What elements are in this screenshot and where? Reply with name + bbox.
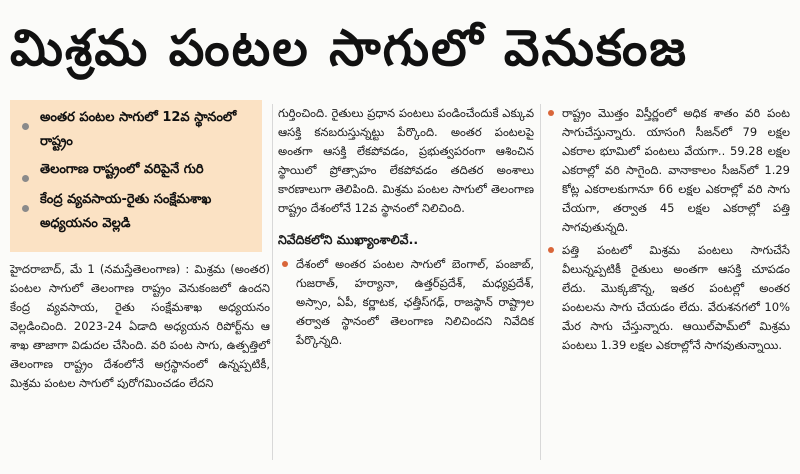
- column-1: [10, 260, 270, 393]
- bullet-icon: [282, 261, 288, 267]
- bullet-icon: [548, 110, 554, 116]
- column-divider: [540, 104, 541, 460]
- headline: మిశ్రమ పంటల సాగులో వెనుకంజ: [10, 19, 688, 77]
- bullet-paragraph: [278, 255, 534, 350]
- column-2: [278, 104, 534, 350]
- highlight-text: అంతర పంటల సాగులో 12వ స్థానంలో రాష్ట్రం: [40, 110, 237, 149]
- bullet-paragraph: [546, 104, 790, 237]
- highlight-text: తెలంగాణ రాష్ట్రంలో వరిపైనే గురి: [40, 162, 204, 177]
- highlights-box: [10, 100, 262, 252]
- highlight-text: కేంద్ర వ్యవసాయ-రైతు సంక్షేమశాఖ అధ్యయనం వెల్లడి: [40, 192, 212, 231]
- column-divider: [272, 104, 273, 460]
- bullet-icon: [548, 247, 554, 253]
- bullet-icon: [22, 123, 29, 130]
- bullet-icon: [22, 205, 29, 212]
- subheading: నివేదికలోని ముఖ్యాంశాలివే..: [278, 232, 419, 247]
- body-paragraph: గుర్తించింది. రైతులు ప్రధాన పంటలు పండించేందుకే ఎక్కువ ఆసక్తి కనబరుస్తున్నట్టు పేర్కొంది. అంతర పంటలపై అంతగా ఆసక్తి లేకపోవడం, ప్రభుత్వపరంగా ఆశించిన స్థాయిలో ప్రోత్సాహం లేకపోవడం తదితర అంశాలు కారణాలుగా తెలిపింది. మిశ్రమ పంటల సాగులో తెలంగాణ రాష్ట్రం దేశంలోనే 12వ స్థానంలో నిలిచింది.: [278, 106, 534, 215]
- bullet-icon: [22, 175, 29, 182]
- bullet-text: దేశంలో అంతర పంటల సాగులో బెంగాల్, పంజాబ్, గుజరాత్, హర్యానా, ఉత్తర్‌ప్రదేశ్, మధ్యప్రదేశ్, అస్సాం, ఏపీ, కర్ణాటక, ఛత్తీస్‌గఢ్, రాజస్థాన్ రాష్ట్రాల తర్వాత స్థానంలో తెలంగాణ నిలిచిందని నివేదిక పేర్కొన్నది.: [296, 257, 534, 347]
- bullet-text: రాష్ట్రం మొత్తం విస్తీర్ణంలో అధిక శాతం వరి పంట సాగుచేస్తున్నారు. యాసంగి సీజన్‌లో 79 లక్షల ఎకరాల భూమిలో పంటలు వేయగా.. 59.28 లక్షల ఎకరాల్లో వరి సాగైంది. వానాకాలం సీజన్‌లో 1.29 కోట్ల ఎకరాలకుగానూ 66 లక్షల ఎకరాల్లో వరి సాగు చేయగా, తర్వాత 45 లక్షల ఎకరాల్లో పత్తి సాగవుతున్నది.: [562, 106, 790, 234]
- body-paragraph: హైదరాబాద్, మే 1 (నమస్తేతెలంగాణ) : మిశ్రమ (అంతర) పంటల సాగులో తెలంగాణ రాష్ట్రం వెనుకంజలో ఉందని కేంద్ర వ్యవసాయ, రైతు సంక్షేమశాఖ అధ్యయనం వెల్లడించింది. 2023-24 ఏడాది అధ్యయన రిపోర్ట్‌ను ఆ శాఖ తాజాగా విడుదల చేసింది. వరి పంట సాగు, ఉత్పత్తిలో తెలంగాణ రాష్ట్రం దేశంలోనే అగ్రస్థానంలో ఉన్నప్పటికీ, మిశ్రమ పంటల సాగులో పురోగమించడం లేదని: [10, 262, 270, 390]
- bullet-text: పత్తి పంటలో మిశ్రమ పంటలు సాగుచేసే వీలున్నప్పటికీ రైతులు అంతగా ఆసక్తి చూపడం లేదు. మొక్కజొన్న, ఇతర పంటల్లో అంతర పంటలను సాగు చేయడం లేదు. వేరుశనగలో 10% మేర సాగు చేస్తున్నారు. ఆయిల్‌పామ్‌లో మిశ్రమ పంటలు 1.39 లక్షల ఎకరాల్లోనే సాగవుతున్నాయి.: [562, 243, 790, 352]
- bullet-paragraph: [546, 241, 790, 355]
- column-3: [546, 104, 790, 355]
